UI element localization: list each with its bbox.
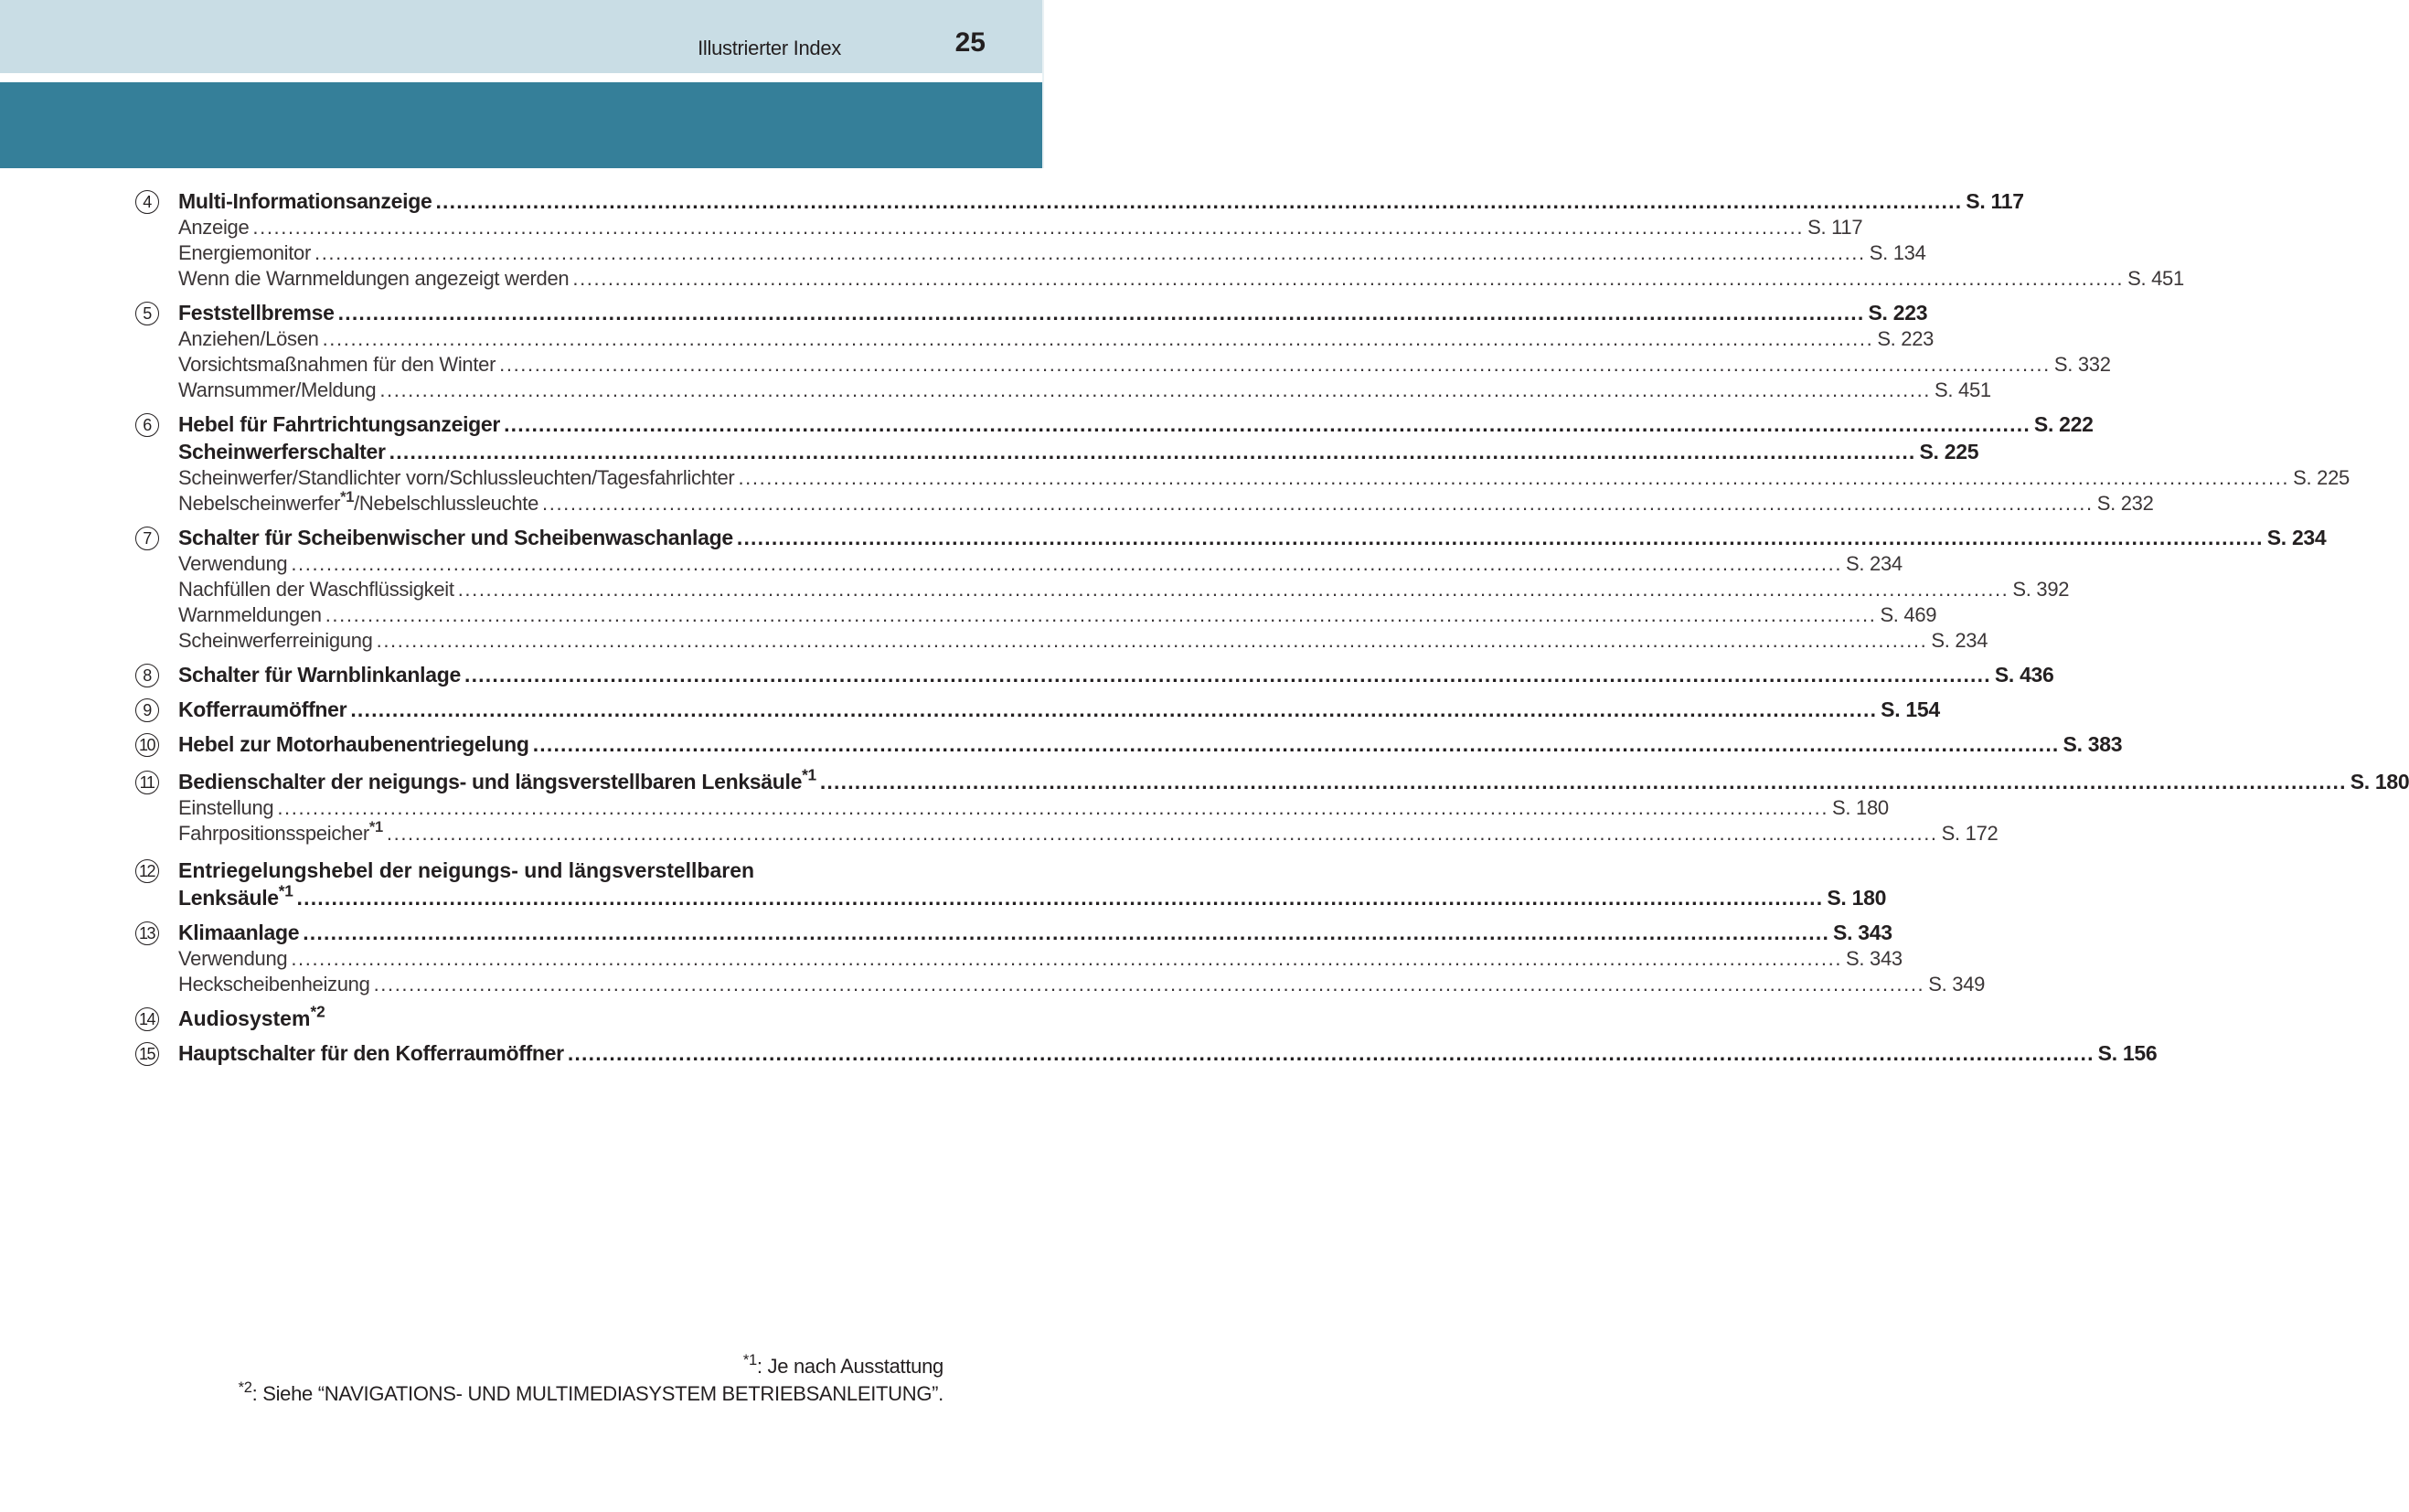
entry-label: Fahrpositionsspeicher$^{*1}$ xyxy=(178,818,383,845)
callout-number-badge: 9 xyxy=(135,698,159,722)
callout-number-badge: 10 xyxy=(135,733,159,757)
dot-leader: ............................................................................................................................................................................................................................ xyxy=(252,216,1805,239)
index-heading xyxy=(178,857,905,884)
dot-leader: ............................................................................................................................................................................................................................ xyxy=(567,1041,2095,1065)
index-subentry xyxy=(178,946,1903,972)
footnote-mark: *2 xyxy=(238,1379,252,1396)
index-heading xyxy=(178,299,1928,326)
index-heading xyxy=(178,1039,2158,1067)
entry-label: Scheinwerferreinigung xyxy=(178,629,373,652)
page-reference-link[interactable]: S. 225 xyxy=(1919,440,1979,463)
dot-leader: ............................................................................................................................................................................................................................ xyxy=(296,886,1824,910)
index-heading xyxy=(178,661,2054,688)
section-title: Illustrierter Index xyxy=(698,37,841,59)
spacer xyxy=(135,403,905,410)
index-entry xyxy=(135,187,2184,292)
index-heading xyxy=(178,187,2024,215)
entry-label: Wenn die Warnmeldungen angezeigt werden xyxy=(178,267,570,290)
index-entry xyxy=(135,696,1940,723)
page-reference-link[interactable]: S. 223 xyxy=(1868,301,1928,325)
footnote-mark: *1 xyxy=(742,1351,757,1368)
dot-leader: ............................................................................................................................................................................................................................ xyxy=(277,796,1829,819)
entry-label: Schalter für Warnblinkanlage xyxy=(178,663,461,687)
spacer xyxy=(135,516,905,524)
dot-leader: ............................................................................................................................................................................................................................ xyxy=(435,189,1963,213)
index-heading xyxy=(178,919,1892,946)
page-reference-link[interactable]: S. 349 xyxy=(1928,973,1986,996)
page-reference-link[interactable]: S. 232 xyxy=(2096,492,2154,515)
entry-label: Klimaanlage xyxy=(178,921,300,944)
callout-number-badge: 4 xyxy=(135,190,159,214)
index-subentry xyxy=(178,266,2184,292)
index-heading xyxy=(178,438,1979,465)
entry-label: Anziehen/Lösen xyxy=(178,327,319,350)
entry-label: Hauptschalter für den Kofferraumöffner xyxy=(178,1041,564,1065)
dot-leader: ............................................................................................................................................................................................................................ xyxy=(819,770,2347,793)
footnote: $^{*2}$: Siehe “NAVIGATIONS- UND MULTIMEDIASYSTEM BETRIEBSANLEITUNG”. xyxy=(238,1379,943,1405)
index-subentry xyxy=(178,577,2070,602)
entry-label: Einstellung xyxy=(178,796,274,819)
page-reference-link[interactable]: S. 343 xyxy=(1833,921,1892,944)
index-entry xyxy=(135,730,2123,758)
page-reference-link[interactable]: S. 180 xyxy=(1832,796,1889,819)
entry-label: Hebel zur Motorhaubenentriegelung xyxy=(178,732,529,756)
page-reference-link[interactable]: S. 343 xyxy=(1846,947,1903,970)
chapter-band xyxy=(0,82,1044,168)
index-subentry xyxy=(178,352,2111,378)
spacer xyxy=(135,847,905,857)
entry-label: Warnsummer/Meldung xyxy=(178,378,377,401)
dot-leader: ............................................................................................................................................................................................................................ xyxy=(504,412,2031,436)
entry-label: Verwendung xyxy=(178,947,288,970)
dot-leader: ............................................................................................................................................................................................................................ xyxy=(532,732,2060,756)
page-reference-link[interactable]: S. 222 xyxy=(2033,412,2094,436)
page-reference-link[interactable]: S. 225 xyxy=(2293,466,2350,489)
entry-label: Multi-Informationsanzeige xyxy=(178,189,432,213)
dot-leader: ............................................................................................................................................................................................................................ xyxy=(291,947,1843,970)
index-entry xyxy=(135,1002,905,1032)
dot-leader: ............................................................................................................................................................................................................................ xyxy=(350,697,1878,721)
page-reference-link[interactable]: S. 180 xyxy=(2350,770,2409,793)
dot-leader: ............................................................................................................................................................................................................................ xyxy=(499,353,2051,376)
callout-number-badge: 15 xyxy=(135,1042,159,1066)
dot-leader: ............................................................................................................................................................................................................................ xyxy=(386,822,1938,845)
spacer xyxy=(135,688,905,696)
page-reference-link[interactable]: S. 134 xyxy=(1869,241,1926,264)
index-subentry xyxy=(178,795,1889,821)
page-reference-link[interactable]: S. 117 xyxy=(1966,189,2024,213)
page-reference-link[interactable]: S. 234 xyxy=(1931,629,1988,652)
footnote-mark: *1 xyxy=(368,818,383,836)
spacer xyxy=(135,997,905,1005)
index-entry xyxy=(135,765,2409,847)
dot-leader: ............................................................................................................................................................................................................................ xyxy=(314,241,1866,264)
entry-label: Lenksäule$^{*1}$ xyxy=(178,881,293,910)
callout-number-badge: 11 xyxy=(135,771,159,794)
index-subentry xyxy=(178,326,1935,352)
page-reference-link[interactable]: S. 180 xyxy=(1827,886,1887,910)
index-subentry xyxy=(178,972,1986,997)
index-heading xyxy=(178,765,2409,795)
index-heading xyxy=(178,410,2094,438)
index-subentry xyxy=(178,488,2154,516)
entry-label: Schalter für Scheibenwischer und Scheibenwaschanlage xyxy=(178,526,733,549)
index-heading xyxy=(178,730,2123,758)
callout-number-badge: 14 xyxy=(135,1007,159,1031)
index-list xyxy=(135,187,2409,1067)
entry-label: Bedienschalter der neigungs- und längsverstellbaren Lenksäule$^{*1}$ xyxy=(178,765,816,793)
dot-leader: ............................................................................................................................................................................................................................ xyxy=(322,327,1874,350)
index-entry xyxy=(135,524,2327,654)
dot-leader: ............................................................................................................................................................................................................................ xyxy=(738,466,2290,489)
entry-label: Audiosystem$^{*2}$ xyxy=(178,1002,325,1030)
index-entry xyxy=(135,410,2350,516)
entry-label: Heckscheibenheizung xyxy=(178,973,370,996)
dot-leader: ............................................................................................................................................................................................................................ xyxy=(376,629,1928,652)
spacer xyxy=(135,1032,905,1039)
index-subentry xyxy=(178,551,1903,577)
index-heading xyxy=(178,696,1940,723)
header-band xyxy=(0,0,1044,73)
dot-leader: ............................................................................................................................................................................................................................ xyxy=(389,440,1916,463)
dot-leader: ............................................................................................................................................................................................................................ xyxy=(542,492,2094,515)
callout-number-badge: 13 xyxy=(135,921,159,945)
footnote: $^{*1}$: Je nach Ausstattung xyxy=(742,1351,943,1378)
footnote-mark: *1 xyxy=(278,881,293,900)
dot-leader: ............................................................................................................................................................................................................................ xyxy=(303,921,1830,944)
dot-leader: ............................................................................................................................................................................................................................ xyxy=(464,663,1991,687)
page-reference-link[interactable]: S. 451 xyxy=(2127,267,2184,290)
dot-leader: ............................................................................................................................................................................................................................ xyxy=(572,267,2125,290)
callout-number-badge: 12 xyxy=(135,859,159,883)
spacer xyxy=(135,654,905,661)
spacer xyxy=(135,911,905,919)
spacer xyxy=(135,723,905,730)
dot-leader: ............................................................................................................................................................................................................................ xyxy=(325,603,1877,626)
page-reference-link[interactable]: S. 392 xyxy=(2012,578,2070,601)
entry-label: Kofferraumöffner xyxy=(178,697,347,721)
entry-label: Scheinwerfer/Standlichter vorn/Schlussleuchten/Tagesfahrlichter xyxy=(178,466,735,489)
index-heading xyxy=(178,524,2327,551)
page-reference-link[interactable]: S. 172 xyxy=(1941,822,1999,845)
index-entry xyxy=(135,919,1986,997)
index-entry xyxy=(135,661,2054,688)
entry-label: Verwendung xyxy=(178,552,288,575)
entry-label: Vorsichtsmaßnahmen für den Winter xyxy=(178,353,496,376)
edge-stripe xyxy=(1042,0,1044,168)
index-subentry xyxy=(178,628,1988,654)
entry-label: Nachfüllen der Waschflüssigkeit xyxy=(178,578,454,601)
page-reference-link[interactable]: S. 234 xyxy=(1846,552,1903,575)
callout-number-badge: 8 xyxy=(135,664,159,687)
page-reference-link[interactable]: S. 156 xyxy=(2097,1041,2158,1065)
spacer xyxy=(135,758,905,768)
entry-label: Entriegelungshebel der neigungs- und längsverstellbaren xyxy=(178,858,755,882)
page-reference-link[interactable]: S. 469 xyxy=(1880,603,1937,626)
index-heading xyxy=(178,1002,905,1032)
dot-leader: ............................................................................................................................................................................................................................ xyxy=(736,526,2264,549)
index-entry xyxy=(135,1039,2158,1067)
index-subentry xyxy=(178,215,1863,240)
index-entry xyxy=(135,299,2111,403)
page-reference-link[interactable]: S. 223 xyxy=(1877,327,1935,350)
dot-leader: ............................................................................................................................................................................................................................ xyxy=(379,378,1932,401)
page-reference-link[interactable]: S. 436 xyxy=(1994,663,2054,687)
dot-leader: ............................................................................................................................................................................................................................ xyxy=(291,552,1843,575)
index-subentry xyxy=(178,602,1937,628)
page-reference-link[interactable]: S. 332 xyxy=(2053,353,2111,376)
page-reference-link[interactable]: S. 451 xyxy=(1935,378,1991,401)
page-reference-link[interactable]: S. 234 xyxy=(2266,526,2327,549)
index-subentry xyxy=(178,818,1999,847)
dot-leader: ............................................................................................................................................................................................................................ xyxy=(373,973,1925,996)
page-reference-link[interactable]: S. 154 xyxy=(1881,697,1940,721)
entry-label: Anzeige xyxy=(178,216,250,239)
spacer xyxy=(135,292,905,299)
page-number: 25 xyxy=(954,27,986,58)
entry-label: Warnmeldungen xyxy=(178,603,322,626)
footnote-mark: *1 xyxy=(340,488,355,506)
dot-leader: ............................................................................................................................................................................................................................ xyxy=(337,301,1865,325)
page-reference-link[interactable]: S. 117 xyxy=(1807,216,1863,239)
dot-leader: ............................................................................................................................................................................................................................ xyxy=(457,578,2009,601)
index-heading xyxy=(178,881,1887,911)
index-subentry xyxy=(178,378,1991,403)
callout-number-badge: 6 xyxy=(135,413,159,437)
footnote-mark: *1 xyxy=(802,765,816,784)
footnotes xyxy=(239,1353,943,1408)
callout-number-badge: 5 xyxy=(135,302,159,325)
index-entry xyxy=(135,857,1887,911)
entry-label: Scheinwerferschalter xyxy=(178,440,386,463)
entry-label: Feststellbremse xyxy=(178,301,335,325)
index-subentry xyxy=(178,465,2350,491)
entry-label: Hebel für Fahrtrichtungsanzeiger xyxy=(178,412,501,436)
entry-label: Nebelscheinwerfer$^{*1}$/Nebelschlussleuchte xyxy=(178,488,539,515)
header-divider xyxy=(0,73,1044,82)
footnote-mark: *2 xyxy=(310,1002,325,1021)
page-reference-link[interactable]: S. 383 xyxy=(2063,732,2123,756)
callout-number-badge: 7 xyxy=(135,527,159,550)
entry-label: Energiemonitor xyxy=(178,241,311,264)
index-subentry xyxy=(178,240,1926,266)
